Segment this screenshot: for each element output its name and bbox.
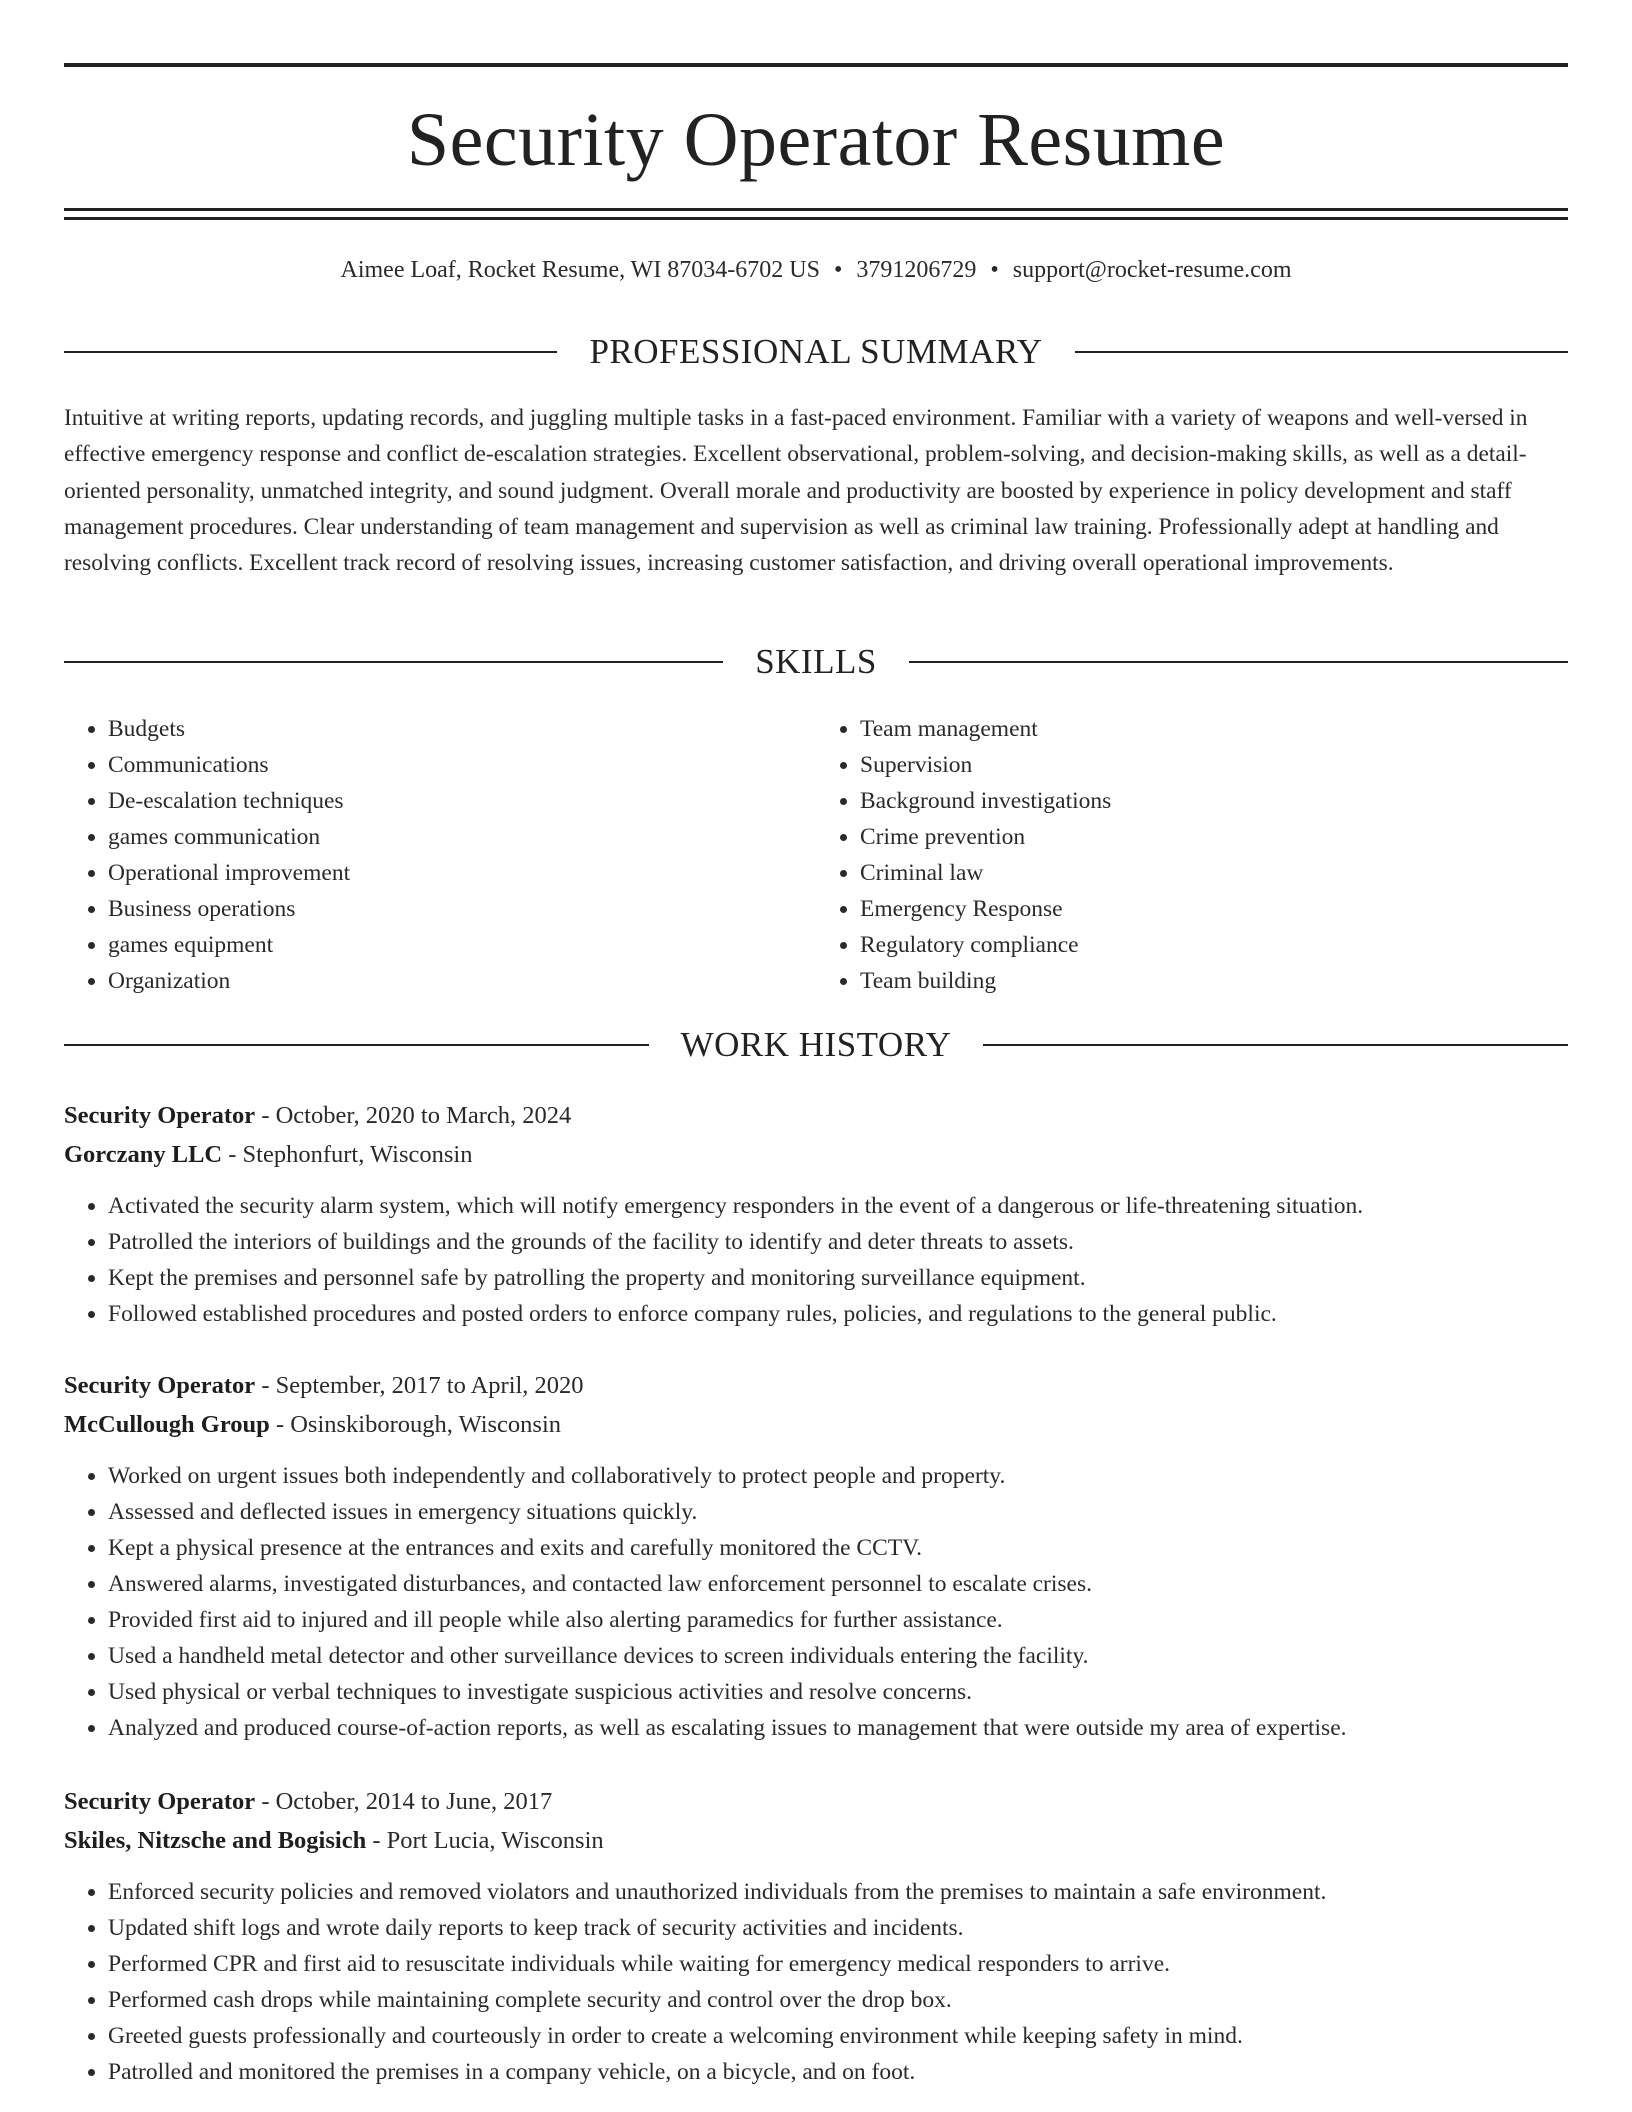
job-entry	[64, 1366, 1568, 1746]
work-history-section-heading	[64, 1025, 1568, 1065]
heading-rule-left	[64, 1044, 649, 1046]
job-title: Security Operator	[64, 1788, 256, 1815]
job-location: - Stephonfurt, Wisconsin	[222, 1141, 473, 1168]
job-bullet: • Worked on urgent issues both independently and collaboratively to protect people and property.	[108, 1458, 1568, 1494]
job-location: - Osinskiborough, Wisconsin	[269, 1411, 562, 1438]
heading-rule-left	[64, 661, 723, 663]
job-dates: - October, 2014 to June, 2017	[255, 1788, 553, 1815]
job-bullet: • Updated shift logs and wrote daily reports to keep track of security activities and incidents.	[108, 1910, 1568, 1946]
summary-heading-label: PROFESSIONAL SUMMARY	[589, 332, 1043, 371]
job-bullet: • Enforced security policies and removed violators and unauthorized individuals from the premises to maintain a safe environment.	[108, 1874, 1568, 1910]
skill-item: • games equipment	[108, 927, 816, 963]
job-title: Security Operator	[64, 1372, 256, 1399]
skill-item: • De-escalation techniques	[108, 783, 816, 819]
skills-section-heading	[64, 642, 1568, 682]
heading-rule-left	[64, 351, 557, 353]
job-company-line	[64, 1821, 1568, 1860]
job-company: Skiles, Nitzsche and Bogisich	[64, 1827, 367, 1854]
skill-item: • Team management	[860, 711, 1568, 747]
job-bullet: • Performed cash drops while maintaining complete security and control over the drop box.	[108, 1982, 1568, 2018]
work-history-heading-label: WORK HISTORY	[680, 1025, 952, 1064]
heading-rule-right	[983, 1044, 1568, 1046]
skill-item: • Criminal law	[860, 855, 1568, 891]
contact-phone: 3791206729	[856, 257, 977, 283]
job-company-line	[64, 1405, 1568, 1444]
contact-separator: •	[833, 257, 843, 283]
job-bullet: • Patrolled and monitored the premises in a company vehicle, on a bicycle, and on foot.	[108, 2054, 1568, 2090]
skill-item: • Regulatory compliance	[860, 927, 1568, 963]
job-bullet: • Analyzed and produced course-of-action reports, as well as escalating issues to management that were outside my area of expertise.	[108, 1710, 1568, 1746]
skills-column-right	[816, 711, 1568, 999]
job-title-line	[64, 1366, 1568, 1405]
job-company: Gorczany LLC	[64, 1141, 223, 1168]
job-bullet: • Greeted guests professionally and courteously in order to create a welcoming environment while keeping safety in mind.	[108, 2018, 1568, 2054]
job-bullet: • Provided first aid to injured and ill people while also alerting paramedics for further assistance.	[108, 1602, 1568, 1638]
skill-item: • Business operations	[108, 891, 816, 927]
job-bullet: • Activated the security alarm system, which will notify emergency responders in the event of a dangerous or life-threatening situation.	[108, 1188, 1568, 1224]
skills-list	[64, 711, 1568, 999]
contact-address: Aimee Loaf, Rocket Resume, WI 87034-6702 US	[340, 257, 820, 283]
job-bullets	[64, 1188, 1568, 1332]
skill-item: • Communications	[108, 747, 816, 783]
job-entry	[64, 1782, 1568, 2090]
summary-section-heading	[64, 332, 1568, 372]
job-bullet: • Answered alarms, investigated disturbances, and contacted law enforcement personnel to escalate crises.	[108, 1566, 1568, 1602]
skill-item: • Supervision	[860, 747, 1568, 783]
job-location: - Port Lucia, Wisconsin	[366, 1827, 604, 1854]
top-rule	[64, 63, 1568, 67]
skill-item: • Crime prevention	[860, 819, 1568, 855]
skill-item: • Background investigations	[860, 783, 1568, 819]
skill-item: • Budgets	[108, 711, 816, 747]
resume-title: Security Operator Resume	[406, 98, 1226, 182]
job-bullet: • Kept the premises and personnel safe by patrolling the property and monitoring surveillance equipment.	[108, 1260, 1568, 1296]
job-bullet: • Used a handheld metal detector and other surveillance devices to screen individuals entering the facility.	[108, 1638, 1568, 1674]
title-double-rule	[64, 208, 1568, 220]
job-entry	[64, 1096, 1568, 1332]
skill-item: • Emergency Response	[860, 891, 1568, 927]
job-dates: - September, 2017 to April, 2020	[255, 1372, 584, 1399]
skill-item: • Team building	[860, 963, 1568, 999]
skill-item: • games communication	[108, 819, 816, 855]
job-bullet: • Kept a physical presence at the entrances and exits and carefully monitored the CCTV.	[108, 1530, 1568, 1566]
job-bullet: • Performed CPR and first aid to resuscitate individuals while waiting for emergency medical responders to arrive.	[108, 1946, 1568, 1982]
job-title-line	[64, 1782, 1568, 1821]
job-bullet: • Patrolled the interiors of buildings and the grounds of the facility to identify and deter threats to assets.	[108, 1224, 1568, 1260]
job-title-line	[64, 1096, 1568, 1135]
job-title: Security Operator	[64, 1102, 256, 1129]
summary-paragraph: Intuitive at writing reports, updating records, and juggling multiple tasks in a fast-paced environment. Familiar with a variety of weapons and well-versed in effective emergency response and conflict de-escalation strategies. Excellent observational, problem-solving, and decision-making skills, as well as a detail-oriented personality, unmatched integrity, and sound judgment. Overall morale and productivity are boosted by experience in policy development and staff management procedures. Clear understanding of team management and supervision as well as criminal law training. Professionally adept at handling and resolving conflicts. Excellent track record of resolving issues, increasing customer satisfaction, and driving overall operational improvements.	[64, 405, 1528, 577]
contact-line	[64, 254, 1568, 286]
contact-email: support@rocket-resume.com	[1012, 257, 1292, 283]
job-dates: - October, 2020 to March, 2024	[255, 1102, 572, 1129]
skill-item: • Organization	[108, 963, 816, 999]
skills-heading-label: SKILLS	[755, 642, 877, 681]
job-bullet: • Followed established procedures and posted orders to enforce company rules, policies, and regulations to the general public.	[108, 1296, 1568, 1332]
job-bullets	[64, 1458, 1568, 1746]
contact-separator: •	[990, 257, 999, 283]
job-bullet: • Used physical or verbal techniques to investigate suspicious activities and resolve concerns.	[108, 1674, 1568, 1710]
skills-column-left	[64, 711, 816, 999]
job-company: McCullough Group	[64, 1411, 270, 1438]
skill-item: • Operational improvement	[108, 855, 816, 891]
heading-rule-right	[1075, 351, 1568, 353]
job-company-line	[64, 1135, 1568, 1174]
heading-rule-right	[909, 661, 1568, 663]
job-bullets	[64, 1874, 1568, 2090]
job-bullet: • Assessed and deflected issues in emergency situations quickly.	[108, 1494, 1568, 1530]
